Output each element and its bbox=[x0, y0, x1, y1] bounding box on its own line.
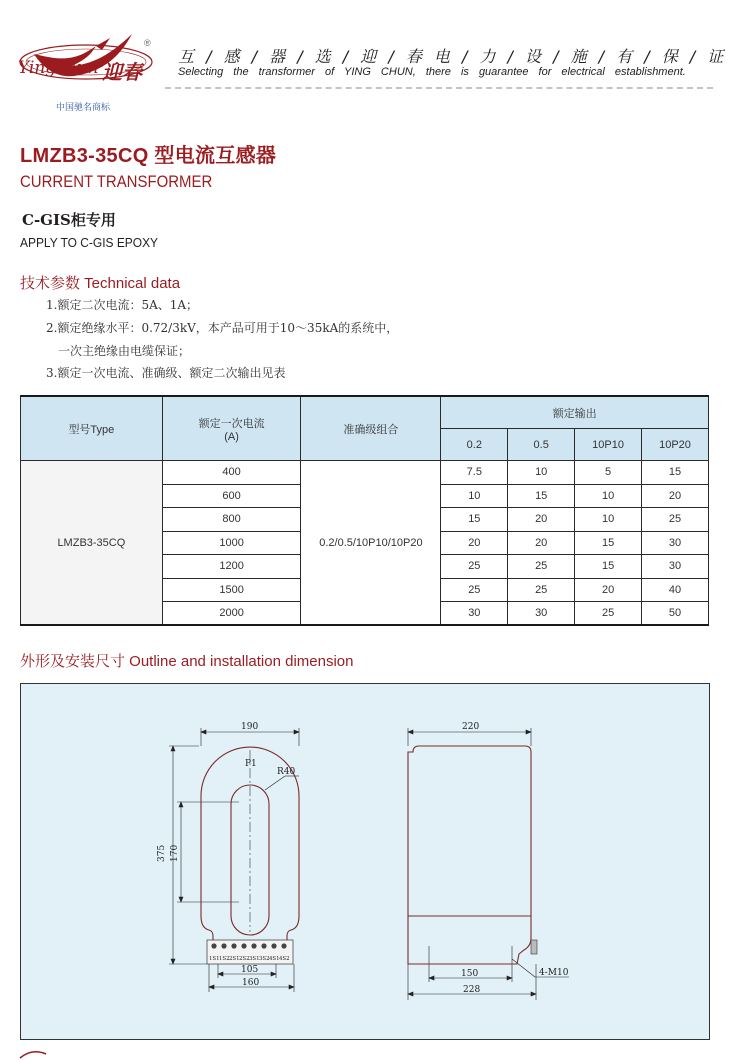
primary-current-cell: 600 bbox=[162, 484, 301, 508]
header-primary-current-unit: (A) bbox=[224, 430, 239, 443]
output-cell: 15 bbox=[575, 531, 642, 555]
header-primary-current-label: 额定一次电流 bbox=[198, 417, 265, 430]
terminal-label: 3S1 bbox=[249, 956, 260, 962]
output-cell: 20 bbox=[575, 578, 642, 602]
primary-current-cell: 800 bbox=[162, 508, 301, 532]
application-chinese: C-GIS柜专用 bbox=[22, 211, 116, 229]
slogan-chinese: 互 / 感 / 器 / 选 / 迎 / 春 电 / 力 / 设 / 施 / 有 / 保 / 证 bbox=[178, 47, 725, 66]
label-p1: P1 bbox=[245, 759, 257, 769]
output-cell: 15 bbox=[642, 461, 709, 485]
terminal-label: 1S1 bbox=[209, 956, 220, 962]
dim-side-width: 220 bbox=[462, 722, 480, 732]
product-title-chinese: LMZB3-35CQ 型电流互感器 bbox=[20, 145, 277, 167]
outline-drawing bbox=[21, 684, 709, 1039]
header-class: 10P20 bbox=[642, 429, 709, 461]
terminal-label: 2S1 bbox=[229, 956, 240, 962]
output-cell: 25 bbox=[575, 602, 642, 626]
output-cell: 25 bbox=[508, 555, 575, 579]
dim-base-outer: 160 bbox=[242, 978, 260, 988]
header-rated-output: 额定输出 bbox=[441, 397, 709, 429]
outline-drawing-panel bbox=[20, 683, 710, 1040]
header-class: 10P10 bbox=[575, 429, 642, 461]
application-english: APPLY TO C-GIS EPOXY bbox=[20, 235, 159, 250]
output-cell: 40 bbox=[642, 578, 709, 602]
trademark-note: 中国驰名商标 bbox=[56, 103, 111, 113]
dim-base-inner: 105 bbox=[241, 965, 259, 975]
output-cell: 30 bbox=[441, 602, 508, 626]
output-cell: 20 bbox=[441, 531, 508, 555]
output-cell: 7.5 bbox=[441, 461, 508, 485]
outline-heading: 外形及安装尺寸 Outline and installation dimension bbox=[20, 653, 354, 670]
output-cell: 25 bbox=[441, 578, 508, 602]
table-top-rule bbox=[20, 395, 709, 397]
table-row bbox=[21, 461, 709, 485]
header-type: 型号Type bbox=[21, 397, 163, 461]
header-class: 0.5 bbox=[508, 429, 575, 461]
output-cell: 10 bbox=[575, 484, 642, 508]
spec-item-2: 2.额定绝缘水平：0.72/3kV，本产品可用于10～35kA的系统中， bbox=[46, 321, 399, 335]
brand-chinese-name: 迎春 bbox=[102, 60, 142, 84]
side-view bbox=[408, 746, 531, 964]
table-bottom-rule bbox=[20, 624, 709, 626]
table-header-row bbox=[21, 397, 709, 429]
header-accuracy: 准确级组合 bbox=[301, 397, 441, 461]
primary-current-cell: 1500 bbox=[162, 578, 301, 602]
terminal-label: 4S1 bbox=[269, 956, 280, 962]
output-cell: 10 bbox=[441, 484, 508, 508]
slogan-english: Selecting the transformer of YING CHUN, there is guarantee for electrical establishment. bbox=[178, 66, 686, 78]
output-cell: 5 bbox=[575, 461, 642, 485]
dim-radius: R40 bbox=[277, 767, 296, 777]
terminal-labels bbox=[209, 956, 290, 962]
dim-mount-holes: 4-M10 bbox=[539, 968, 569, 978]
output-cell: 25 bbox=[508, 578, 575, 602]
output-cell: 15 bbox=[508, 484, 575, 508]
registered-mark: ® bbox=[144, 38, 151, 48]
rating-table bbox=[20, 396, 709, 626]
primary-current-cell: 400 bbox=[162, 461, 301, 485]
brand-script: Yingchun bbox=[18, 58, 99, 78]
output-cell: 15 bbox=[575, 555, 642, 579]
dim-total-height: 375 bbox=[157, 844, 167, 862]
output-cell: 30 bbox=[642, 555, 709, 579]
terminal-label: 3S2 bbox=[259, 956, 270, 962]
output-cell: 25 bbox=[441, 555, 508, 579]
spec-item-2-continued: 一次主绝缘由电缆保证； bbox=[58, 344, 191, 358]
dim-front-width: 190 bbox=[241, 722, 259, 732]
header-divider bbox=[165, 87, 713, 89]
output-cell: 10 bbox=[575, 508, 642, 532]
technical-data-heading: 技术参数 Technical data bbox=[20, 275, 181, 292]
terminal-label: 2S2 bbox=[239, 956, 250, 962]
terminal-label: 4S2 bbox=[279, 956, 290, 962]
header-primary-current bbox=[162, 397, 301, 461]
dim-mount-spacing: 150 bbox=[461, 969, 479, 979]
output-cell: 50 bbox=[642, 602, 709, 626]
product-title-english: CURRENT TRANSFORMER bbox=[20, 172, 213, 191]
terminal-label: 1S2 bbox=[219, 956, 230, 962]
accuracy-cell: 0.2/0.5/10P10/10P20 bbox=[301, 461, 441, 626]
output-cell: 30 bbox=[642, 531, 709, 555]
output-cell: 10 bbox=[508, 461, 575, 485]
header-class: 0.2 bbox=[441, 429, 508, 461]
output-cell: 20 bbox=[508, 531, 575, 555]
output-cell: 15 bbox=[441, 508, 508, 532]
side-boss bbox=[531, 940, 537, 954]
output-cell: 25 bbox=[642, 508, 709, 532]
footer-swoosh-icon bbox=[18, 1046, 48, 1060]
output-cell: 20 bbox=[508, 508, 575, 532]
spec-item-1: 1.额定二次电流：5A、1A； bbox=[46, 298, 199, 312]
primary-current-cell: 2000 bbox=[162, 602, 301, 626]
output-cell: 20 bbox=[642, 484, 709, 508]
dim-side-base: 228 bbox=[463, 985, 481, 995]
model-cell: LMZB3-35CQ bbox=[21, 461, 163, 626]
spec-item-3: 3.额定一次电流、准确级、额定二次输出见表 bbox=[46, 366, 286, 380]
output-cell: 30 bbox=[508, 602, 575, 626]
dim-window-height: 170 bbox=[170, 844, 180, 862]
primary-current-cell: 1000 bbox=[162, 531, 301, 555]
primary-current-cell: 1200 bbox=[162, 555, 301, 579]
